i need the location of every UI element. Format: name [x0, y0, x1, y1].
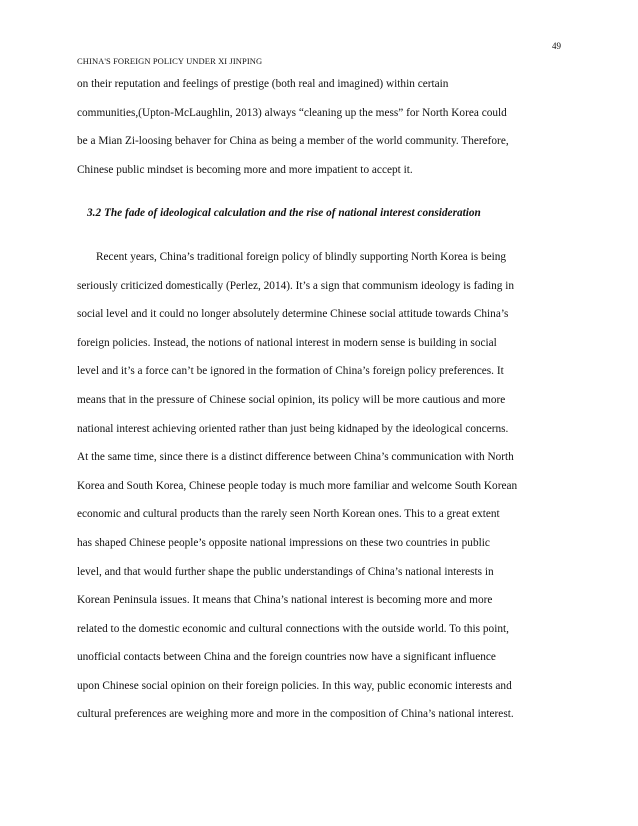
- paragraph-1: [77, 70, 567, 184]
- text-line: economic and cultural products than the rarely seen North Korean ones. This to a great extent: [77, 508, 500, 521]
- text-line: upon Chinese social opinion on their foreign policies. In this way, public economic interests and: [77, 679, 512, 692]
- text-line: unofficial contacts between China and the foreign countries now have a significant influence: [77, 651, 496, 664]
- text-line: has shaped Chinese people’s opposite national impressions on these two countries in public: [77, 536, 490, 549]
- section-heading: 3.2 The fade of ideological calculation and the rise of national interest consideration: [87, 207, 481, 220]
- text-line: Recent years, China’s traditional foreign policy of blindly supporting North Korea is being: [96, 250, 507, 263]
- text-line: Chinese public mindset is becoming more and more impatient to accept it.: [77, 163, 413, 176]
- paragraph-2: [77, 243, 567, 729]
- text-line: communities,(Upton-McLaughlin, 2013) always “cleaning up the mess” for North Korea could: [77, 106, 507, 119]
- text-line: on their reputation and feelings of prestige (both real and imagined) within certain: [77, 78, 449, 90]
- text-line: means that in the pressure of Chinese social opinion, its policy will be more cautious and more: [77, 393, 506, 406]
- text-line: level, and that would further shape the public understandings of China’s national interests in: [77, 565, 494, 578]
- text-line: be a Mian Zi-loosing behaver for China as being a member of the world community. Therefore,: [77, 135, 509, 148]
- text-line: seriously criticized domestically (Perlez, 2014). It’s a sign that communism ideology is fading in: [77, 279, 515, 292]
- text-line: At the same time, since there is a distinct difference between China’s communication with North: [77, 451, 514, 464]
- text-line: national interest achieving oriented rather than just being kidnaped by the ideological concerns.: [77, 422, 509, 435]
- text-line: Korean Peninsula issues. It means that China’s national interest is becoming more and more: [77, 594, 493, 607]
- page-number: 49: [552, 41, 561, 51]
- text-line: cultural preferences are weighing more and more in the composition of China’s national interest.: [77, 708, 514, 721]
- running-head: CHINA'S FOREIGN POLICY UNDER XI JINPING: [77, 56, 263, 66]
- text-line: related to the domestic economic and cultural connections with the outside world. To this point,: [77, 622, 509, 635]
- text-line: Korea and South Korea, Chinese people today is much more familiar and welcome South Korean: [77, 479, 518, 492]
- spacer: [77, 228, 567, 243]
- spacer: [77, 184, 567, 199]
- body-text: [77, 70, 567, 729]
- text-line: foreign policies. Instead, the notions of national interest in modern sense is building in social: [77, 336, 497, 349]
- text-line: level and it’s a force can’t be ignored in the formation of China’s foreign policy preferences. It: [77, 365, 504, 378]
- text-line: social level and it could no longer absolutely determine Chinese social attitude towards China’s: [77, 308, 509, 321]
